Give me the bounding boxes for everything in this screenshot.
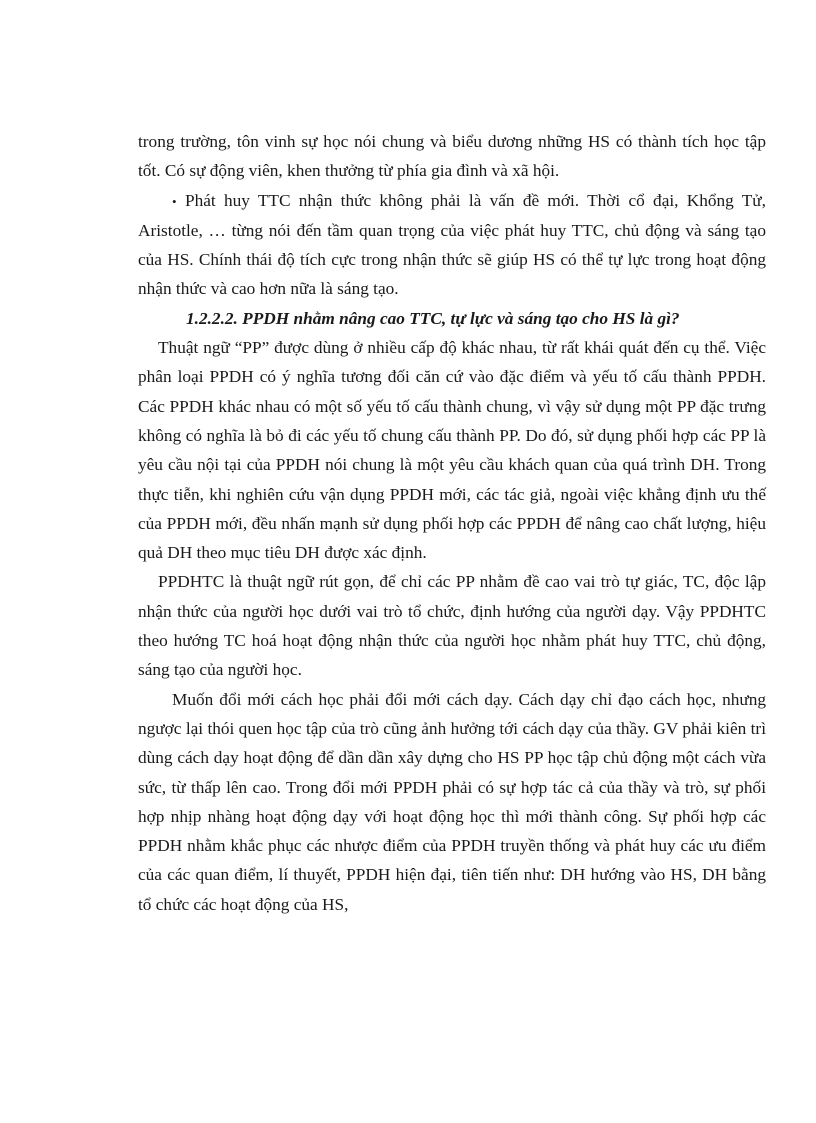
body-paragraph-3: Muốn đổi mới cách học phải đổi mới cách dạy. Cách dạy chỉ đạo cách học, nhưng ngược lại thói quen học tập của trò cũng ảnh hưởng tới cách dạy của thầy. GV phải kiên trì dùng cách dạy hoạt động để dần dần xây dựng cho HS PP học tập chủ động một cách vừa sức, từ thấp lên cao. Trong đổi mới PPDH phải có sự hợp tác cả của thầy và trò, sự phối hợp nhịp nhàng hoạt động dạy với hoạt động học thì mới thành công. Sự phối hợp các PPDH nhằm khắc phục các nhược điểm của PPDH truyền thống và phát huy các ưu điểm của các quan điểm, lí thuyết, PPDH hiện đại, tiên tiến như: DH hướng vào HS, DH bằng tổ chức các hoạt động của HS,	[138, 689, 766, 914]
body-paragraph-1: Thuật ngữ “PP” được dùng ở nhiều cấp độ khác nhau, từ rất khái quát đến cụ thể. Việc phân loại PPDH có ý nghĩa tương đối căn cứ vào đặc điểm và yếu tố cấu thành PPDH. Các PPDH khác nhau có một số yếu tố cấu thành chung, vì vậy sử dụng một PP đặc trưng không có nghĩa là bỏ đi các yếu tố chung cấu thành PP. Do đó, sử dụng phối hợp các PP là yêu cầu nội tại của PPDH nói chung là một yêu cầu khách quan của quá trình DH. Trong thực tiễn, khi nghiên cứu vận dụng PPDH mới, các tác giả, ngoài việc khẳng định ưu thế của PPDH mới, đều nhấn mạnh sử dụng phối hợp các PPDH để nâng cao chất lượng, hiệu quả DH theo mục tiêu DH được xác định.	[138, 338, 766, 563]
intro-paragraph: trong trường, tôn vinh sự học nói chung và biểu dương những HS có thành tích học tập tốt. Có sự động viên, khen thưởng từ phía gia đình và xã hội.	[138, 132, 766, 181]
body-paragraph-2: PPDHTC là thuật ngữ rút gọn, để chỉ các PP nhằm đề cao vai trò tự giác, TC, độc lập nhận thức của người học dưới vai trò tổ chức, định hướng của người dạy. Vậy PPDHTC theo hướng TC hoá hoạt động nhận thức của người học nhằm phát huy TTC, chủ động, sáng tạo của người học.	[138, 572, 766, 680]
section-heading: 1.2.2.2. PPDH nhằm nâng cao TTC, tự lực và sáng tạo cho HS là gì?	[186, 308, 680, 328]
bullet-text: Phát huy TTC nhận thức không phải là vấn đề mới. Thời cổ đại, Khổng Tử, Aristotle, … từng nói đến tầm quan trọng của việc phát huy TTC, chủ động và sáng tạo của HS. Chính thái độ tích cực trong nhận thức sẽ giúp HS có thể tự lực trong hoạt động nhận thức và cao hơn nữa là sáng tạo.	[138, 190, 766, 299]
bullet-paragraph	[138, 186, 766, 304]
document-page	[138, 127, 766, 919]
bullet-icon: •	[172, 193, 177, 209]
